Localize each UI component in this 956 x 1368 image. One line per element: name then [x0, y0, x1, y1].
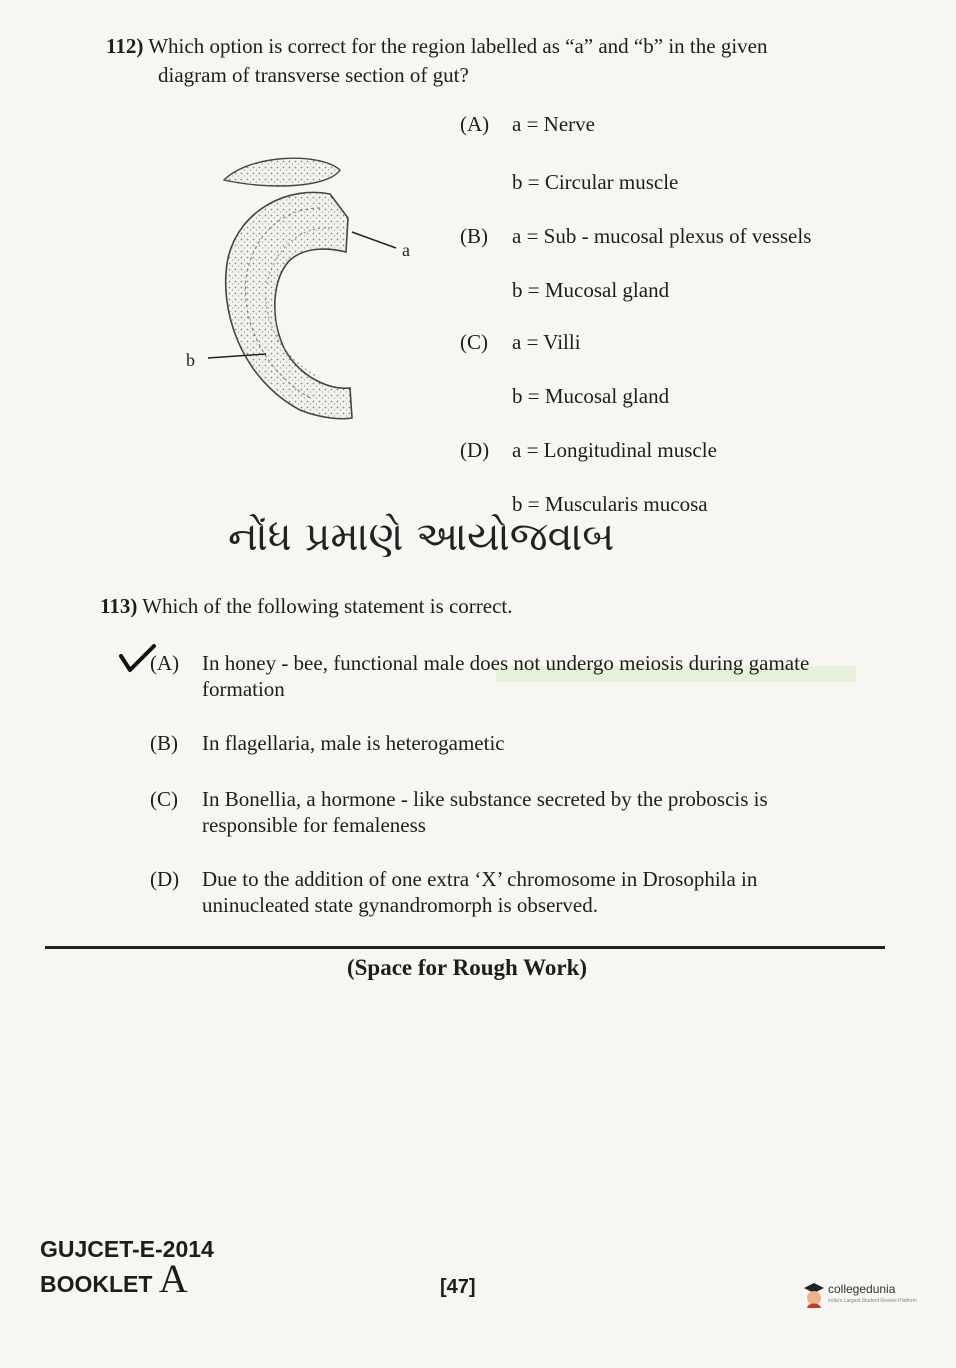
divider-rule: [45, 946, 885, 949]
question-number: 113): [100, 594, 138, 618]
option-letter: (A): [150, 651, 180, 675]
option-a-part-b: b = Circular muscle: [512, 170, 679, 194]
brand-watermark: [802, 1278, 917, 1314]
option-text-line1: In Bonellia, a hormone - like substance secreted by the proboscis is: [202, 787, 768, 811]
graduate-avatar-icon: [802, 1280, 826, 1310]
option-text-line2: responsible for femaleness: [202, 813, 426, 837]
booklet-label: BOOKLET: [40, 1271, 153, 1297]
brand-tagline: India's Largest Student Review Platform: [828, 1298, 917, 1304]
option-letter: (C): [150, 787, 178, 811]
option-113-a[interactable]: [150, 650, 870, 704]
option-letter: (A): [460, 112, 490, 136]
option-c[interactable]: [460, 330, 581, 355]
option-d-part-a: a = Longitudinal muscle: [512, 438, 717, 462]
option-text-line1: In honey - bee, functional male does not undergo meiosis during gamate: [202, 651, 810, 675]
brand-name: collegedunia: [828, 1282, 896, 1296]
diagram-label-b: b: [186, 350, 195, 370]
question-text-line1: Which option is correct for the region labelled as “a” and “b” in the given: [148, 34, 768, 58]
option-113-d[interactable]: [150, 866, 870, 920]
question-text: Which of the following statement is correct.: [142, 594, 513, 618]
option-text-line1: In flagellaria, male is heterogametic: [202, 731, 505, 755]
option-a-part-a: a = Nerve: [512, 112, 595, 136]
option-letter: (B): [150, 731, 178, 755]
option-text-line2: formation: [202, 677, 285, 701]
gut-section-diagram: [180, 148, 440, 438]
question-text-line2: diagram of transverse section of gut?: [158, 63, 469, 87]
option-text-line2: uninucleated state gynandromorph is observed.: [202, 893, 598, 917]
option-letter: (B): [460, 224, 488, 248]
pointer-a-line: [352, 232, 396, 248]
option-letter: (C): [460, 330, 488, 354]
option-letter: (D): [150, 867, 180, 891]
option-d-part-b: b = Muscularis mucosa: [512, 492, 708, 516]
option-b-part-a: a = Sub - mucosal plexus of vessels: [512, 224, 812, 248]
rough-work-label: (Space for Rough Work): [346, 955, 588, 980]
page-number: [47]: [440, 1276, 476, 1298]
option-a[interactable]: [460, 112, 595, 137]
gujarati-note: નોંધ પ્રમાણે આયોજવાબ: [228, 514, 615, 560]
option-b-part-b: b = Mucosal gland: [512, 278, 670, 302]
option-113-c[interactable]: [150, 786, 870, 840]
question-112: [106, 32, 866, 90]
question-113: [100, 594, 513, 619]
option-letter: (D): [460, 438, 490, 462]
exam-code: GUJCET-E-2014: [40, 1236, 214, 1262]
option-c-part-b: b = Mucosal gland: [512, 384, 670, 408]
booklet-letter: A: [158, 1256, 188, 1301]
option-text-line1: Due to the addition of one extra ‘X’ chromosome in Drosophila in: [202, 867, 758, 891]
diagram-label-a: a: [402, 240, 410, 260]
footer-booklet-info: [40, 1234, 214, 1299]
question-number: 112): [106, 34, 144, 58]
option-d[interactable]: [460, 438, 717, 463]
option-113-b[interactable]: [150, 730, 870, 756]
option-c-part-a: a = Villi: [512, 330, 581, 354]
option-b[interactable]: [460, 224, 811, 249]
